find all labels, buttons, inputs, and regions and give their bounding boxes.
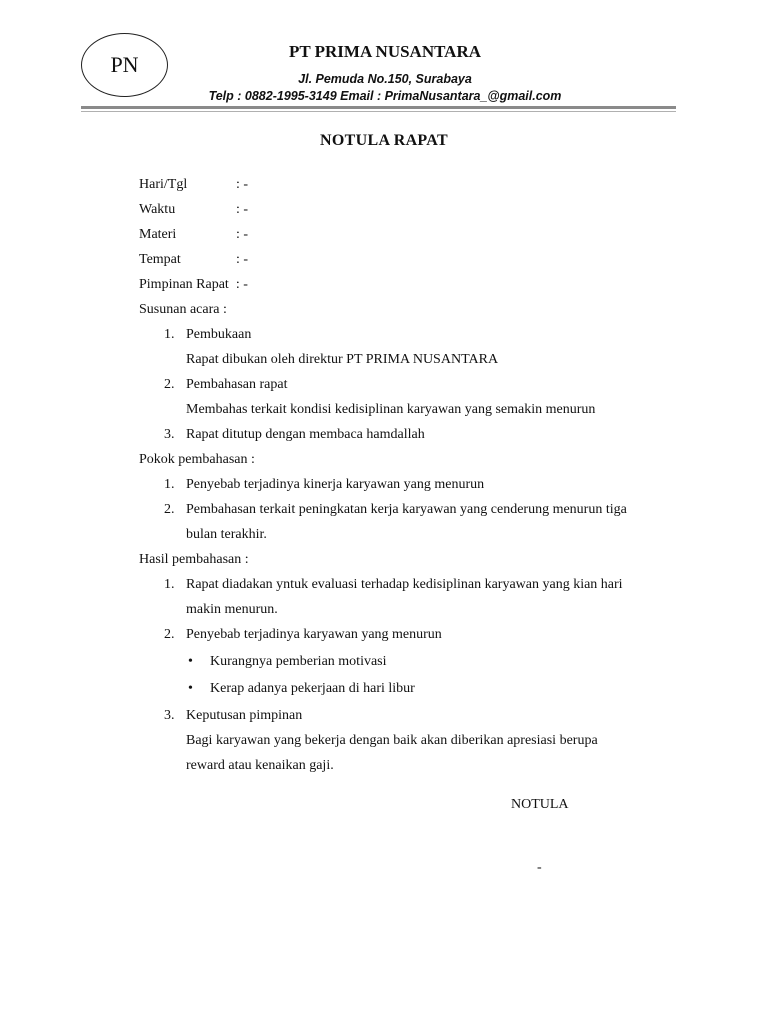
document-title: NOTULA RAPAT bbox=[320, 132, 448, 149]
document-body bbox=[139, 172, 699, 778]
info-materi bbox=[139, 222, 699, 247]
list-number: 1. bbox=[164, 327, 175, 342]
list-item-text: Rapat diadakan yntuk evaluasi terhadap kedisiplinan karyawan yang kian hari bbox=[186, 577, 623, 592]
info-hari bbox=[139, 172, 699, 197]
list-number: 2. bbox=[164, 627, 175, 642]
logo-text: PN bbox=[110, 52, 139, 77]
info-value: : - bbox=[236, 227, 249, 242]
susunan-heading: Susunan acara : bbox=[139, 302, 227, 317]
list-item-text-cont: Bagi karyawan yang bekerja dengan baik akan diberikan apresiasi berupa bbox=[186, 733, 598, 748]
list-item-title: Pembahasan rapat bbox=[186, 377, 288, 392]
info-pimpinan bbox=[139, 272, 699, 297]
info-label: Tempat bbox=[139, 252, 181, 267]
list-item bbox=[139, 322, 699, 372]
company-contact: Telp : 0882-1995-3149 Email : PrimaNusantara_@gmail.com bbox=[208, 89, 562, 103]
bullet-text: Kurangnya pemberian motivasi bbox=[210, 654, 387, 669]
bullet-item bbox=[139, 649, 699, 674]
list-item bbox=[139, 572, 699, 622]
list-number: 1. bbox=[164, 577, 175, 592]
bullet-text: Kerap adanya pekerjaan di hari libur bbox=[210, 681, 415, 696]
info-waktu bbox=[139, 197, 699, 222]
list-item bbox=[139, 372, 699, 422]
info-label: Materi bbox=[139, 227, 177, 242]
list-item-text-cont: reward atau kenaikan gaji. bbox=[186, 758, 334, 773]
bullet-item bbox=[139, 676, 699, 701]
list-item-title: Rapat ditutup dengan membaca hamdallah bbox=[186, 427, 425, 442]
list-item-text: Penyebab terjadinya kinerja karyawan yang menurun bbox=[186, 477, 485, 492]
info-label: Pimpinan Rapat bbox=[139, 277, 229, 292]
list-number: 2. bbox=[164, 377, 175, 392]
company-name: PT PRIMA NUSANTARA bbox=[288, 42, 482, 61]
list-item-text-cont: bulan terakhir. bbox=[186, 527, 267, 542]
header-divider bbox=[81, 106, 676, 109]
header-divider-thin bbox=[81, 111, 676, 112]
list-item-text: Pembahasan terkait peningkatan kerja karyawan yang cenderung menurun tiga bbox=[186, 502, 627, 517]
list-item-detail: Rapat dibukan oleh direktur PT PRIMA NUSANTARA bbox=[186, 352, 499, 367]
list-number: 1. bbox=[164, 477, 175, 492]
signature-label: NOTULA bbox=[511, 797, 569, 812]
list-item bbox=[139, 703, 699, 778]
info-value: : - bbox=[236, 177, 249, 192]
bullet-icon: • bbox=[188, 681, 193, 696]
hasil-heading: Hasil pembahasan : bbox=[139, 552, 249, 567]
list-item bbox=[139, 622, 699, 647]
info-label: Waktu bbox=[139, 202, 176, 217]
list-number: 3. bbox=[164, 708, 175, 723]
list-item bbox=[139, 472, 699, 497]
list-item-title: Pembukaan bbox=[186, 327, 252, 342]
info-tempat bbox=[139, 247, 699, 272]
info-value: : - bbox=[236, 252, 249, 267]
company-address: Jl. Pemuda No.150, Surabaya bbox=[298, 72, 472, 86]
list-item bbox=[139, 497, 699, 547]
signature-name: - bbox=[537, 860, 542, 875]
list-number: 3. bbox=[164, 427, 175, 442]
list-item-text-cont: makin menurun. bbox=[186, 602, 278, 617]
list-item-text: Keputusan pimpinan bbox=[186, 708, 303, 723]
list-number: 2. bbox=[164, 502, 175, 517]
bullet-icon: • bbox=[188, 654, 193, 669]
pokok-heading: Pokok pembahasan : bbox=[139, 452, 255, 467]
list-item-text: Penyebab terjadinya karyawan yang menurun bbox=[186, 627, 442, 642]
info-value: : - bbox=[236, 202, 249, 217]
info-value: : - bbox=[235, 277, 248, 292]
list-item-detail: Membahas terkait kondisi kedisiplinan karyawan yang semakin menurun bbox=[186, 402, 596, 417]
info-label: Hari/Tgl bbox=[139, 177, 188, 192]
company-logo bbox=[81, 33, 168, 97]
list-item bbox=[139, 422, 699, 447]
